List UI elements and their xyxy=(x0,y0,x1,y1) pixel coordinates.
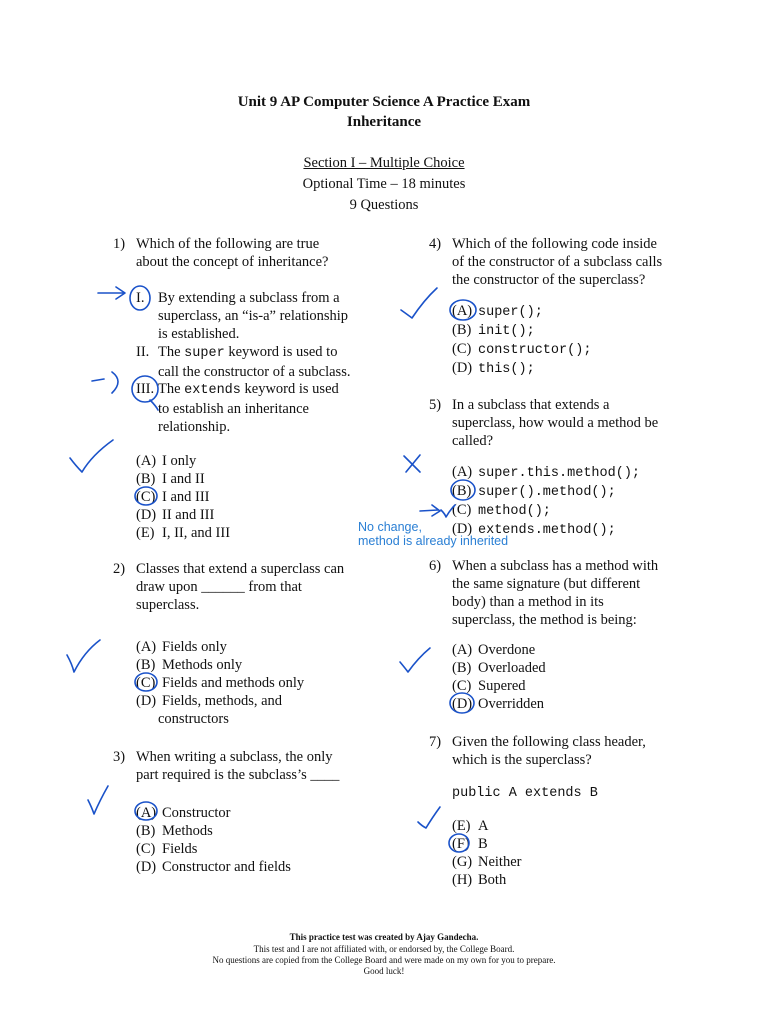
q1-option-e[interactable]: (E) I, II, and III xyxy=(136,525,231,541)
check-mark xyxy=(67,640,100,672)
q7-stem: Given the following class header, which is the superclass? xyxy=(452,734,646,768)
check-mark xyxy=(70,440,113,472)
q4-option-c[interactable]: (C) constructor(); xyxy=(452,341,592,358)
q1-option-a[interactable]: (A) I only xyxy=(136,453,197,469)
footer-credit: This practice test was created by Ajay Gandecha. xyxy=(289,932,479,942)
q5-number: 5) xyxy=(429,397,442,413)
stroke-mark xyxy=(150,400,158,410)
q1-number: 1) xyxy=(113,236,126,252)
q7-option-f[interactable]: (F) B xyxy=(452,836,488,852)
check-mark xyxy=(418,807,440,828)
q7-option-h[interactable]: (H) Both xyxy=(452,872,507,888)
arrow-mark xyxy=(98,287,125,299)
q4-option-b[interactable]: (B) init(); xyxy=(452,322,535,339)
q6-option-b[interactable]: (B) Overloaded xyxy=(452,660,546,676)
q5-stem: In a subclass that extends a superclass, how would a method be called? xyxy=(452,397,659,449)
q5-handwritten-note: No change, method is already inherited xyxy=(358,520,509,548)
q1-option-d[interactable]: (D) II and III xyxy=(136,507,215,523)
q1-stem: Which of the following are true about the concept of inheritance? xyxy=(136,236,329,270)
check-mark xyxy=(400,648,430,672)
q6-option-c[interactable]: (C) Supered xyxy=(452,678,526,694)
q6-number: 6) xyxy=(429,558,442,574)
check-mark xyxy=(401,288,437,318)
q3-number: 3) xyxy=(113,749,126,765)
q4-option-a[interactable]: (A) super(); xyxy=(452,303,543,320)
q1-statement-iii-label: III. xyxy=(136,381,155,397)
q7-number: 7) xyxy=(429,734,442,750)
q4-number: 4) xyxy=(429,236,442,252)
footer-note: No questions are copied from the College Board and were made on my own for you to prepare. xyxy=(212,955,556,965)
q2-option-c[interactable]: (C) Fields and methods only xyxy=(136,675,305,691)
q7-option-e[interactable]: (E) A xyxy=(452,818,489,834)
footer-disclaimer: This test and I are not affiliated with, or endorsed by, the College Board. xyxy=(253,944,515,954)
arrow-mark xyxy=(420,505,440,516)
q6-stem: When a subclass has a method with the same signature (but different body) than a method in its superclass, the method is being: xyxy=(452,558,659,628)
footer-good-luck: Good luck! xyxy=(363,966,405,976)
x-mark xyxy=(404,455,420,472)
q3-option-a[interactable]: (A) Constructor xyxy=(136,805,231,821)
q6-option-d[interactable]: (D) Overridden xyxy=(452,696,545,712)
q1-statement-ii: The super keyword is used to call the constructor of a subclass. xyxy=(158,344,351,380)
q2-option-a[interactable]: (A) Fields only xyxy=(136,639,227,655)
check-mark xyxy=(88,786,108,814)
exam-title: Unit 9 AP Computer Science A Practice Exam xyxy=(237,94,531,110)
q3-option-b[interactable]: (B) Methods xyxy=(136,823,213,839)
q3-stem: When writing a subclass, the only part required is the subclass’s ____ xyxy=(136,749,340,783)
arrow-mark xyxy=(92,372,118,393)
section-heading: Section I – Multiple Choice xyxy=(303,155,465,171)
q1-statement-i-label: I. xyxy=(136,290,145,306)
q3-option-d[interactable]: (D) Constructor and fields xyxy=(136,859,291,875)
q1-statement-iii: The extends keyword is used to establish an inheritance relationship. xyxy=(158,381,339,435)
q7-class-header-code: public A extends B xyxy=(452,786,598,801)
q2-stem: Classes that extend a superclass can draw upon ______ from that superclass. xyxy=(136,561,345,613)
q5-option-c[interactable]: (C) method(); xyxy=(452,502,551,519)
q2-option-b[interactable]: (B) Methods only xyxy=(136,657,243,673)
q5-option-a[interactable]: (A) super.this.method(); xyxy=(452,464,641,481)
q2-option-d[interactable]: (D) Fields, methods, and xyxy=(136,693,283,709)
time-info: Optional Time – 18 minutes xyxy=(302,176,466,192)
q7-option-g[interactable]: (G) Neither xyxy=(452,854,522,870)
q2-option-d-continued: constructors xyxy=(158,711,229,727)
q3-option-c[interactable]: (C) Fields xyxy=(136,841,198,857)
q4-option-d[interactable]: (D) this(); xyxy=(452,360,535,377)
q5-option-b[interactable]: (B) super().method(); xyxy=(452,483,616,500)
q5-option-d[interactable]: (D) extends.method(); xyxy=(452,521,616,538)
q1-statement-i: By extending a subclass from a superclass, an “is-a” relationship is established. xyxy=(158,290,349,342)
q1-option-b[interactable]: (B) I and II xyxy=(136,471,205,487)
q6-option-a[interactable]: (A) Overdone xyxy=(452,642,536,658)
q2-number: 2) xyxy=(113,561,126,577)
question-count: 9 Questions xyxy=(349,197,419,213)
q1-option-c[interactable]: (C) I and III xyxy=(136,489,210,505)
q1-statement-ii-label: II. xyxy=(136,344,150,360)
q4-stem: Which of the following code inside of the constructor of a subclass calls the constructor of the superclass? xyxy=(452,236,663,288)
exam-subtitle: Inheritance xyxy=(346,114,422,130)
